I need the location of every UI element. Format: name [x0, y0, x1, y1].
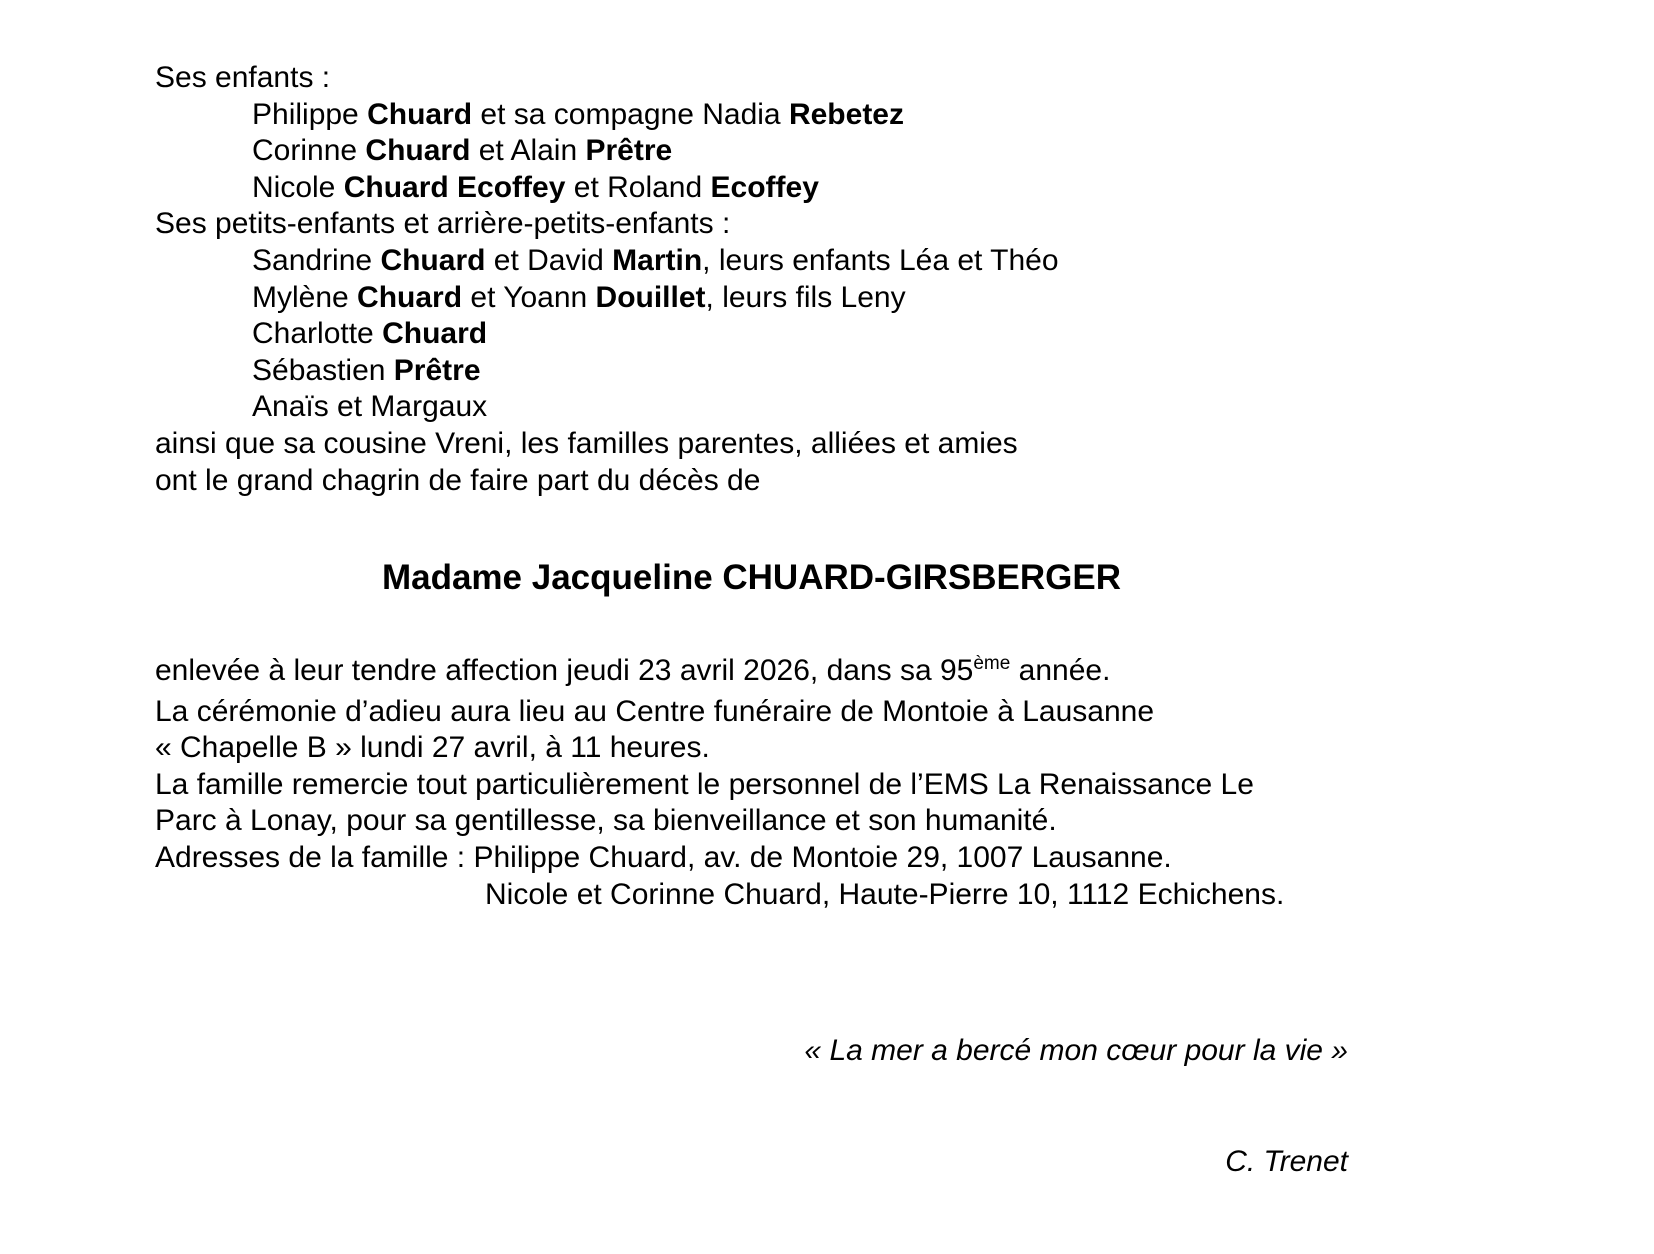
text-segment: ème [973, 653, 1011, 674]
text-line [155, 206, 1059, 243]
quote-author: C. Trenet [1225, 1145, 1348, 1178]
text-segment: Corinne [252, 134, 366, 168]
text-segment: Douillet [595, 280, 706, 314]
text-segment: Prêtre [585, 134, 673, 168]
text-segment: et David [485, 243, 613, 277]
family-list [155, 60, 1059, 499]
text-segment: année. [1010, 654, 1111, 687]
text-line [155, 353, 1059, 390]
text-line [155, 730, 1284, 767]
text-line [155, 280, 1059, 317]
text-segment: Charlotte [252, 317, 383, 351]
text-line [155, 97, 1059, 134]
text-line [155, 840, 1284, 877]
text-segment: Prêtre [393, 353, 481, 387]
text-line [155, 694, 1284, 731]
text-segment: Mylène [252, 280, 358, 314]
text-segment: Nicole et Corinne Chuard, Haute-Pierre 10, 1112 Echichens. [485, 877, 1285, 911]
text-line [155, 803, 1284, 840]
text-line [155, 877, 1284, 914]
text-segment: et Roland [565, 170, 711, 204]
text-segment: Anaïs et Margaux [252, 390, 488, 424]
text-segment: et sa compagne Nadia [472, 97, 789, 131]
text-segment: Ses petits-enfants et arrière-petits-enfants : [155, 207, 731, 241]
text-segment: La famille remercie tout particulièrement le personnel de l’EMS La Renaissance Le [155, 767, 1254, 801]
text-segment: et Alain [470, 134, 586, 168]
text-segment: Martin [612, 243, 703, 277]
quote-text: « La mer a bercé mon cœur pour la vie » [804, 1034, 1348, 1067]
text-line [155, 243, 1059, 280]
text-line [155, 133, 1059, 170]
text-segment: Sébastien [252, 353, 394, 387]
text-line [155, 767, 1284, 804]
text-line [155, 653, 1284, 694]
text-segment: ont le grand chagrin de faire part du décès de [155, 463, 761, 497]
quote-block [0, 958, 1348, 1254]
text-segment: et Yoann [462, 280, 596, 314]
text-segment: Philippe [252, 97, 368, 131]
text-line [155, 463, 1059, 500]
text-segment: , leurs fils Leny [705, 280, 906, 314]
text-segment: La cérémonie d’adieu aura lieu au Centre funéraire de Montoie à Lausanne [155, 694, 1155, 728]
text-segment: , leurs enfants Léa et Théo [702, 243, 1059, 277]
text-segment: Chuard Ecoffey [343, 170, 566, 204]
text-segment: Ecoffey [710, 170, 819, 204]
text-segment: « Chapelle B » lundi 27 avril, à 11 heures. [155, 731, 710, 765]
text-segment: Chuard [380, 243, 486, 277]
announcement-text [155, 653, 1284, 913]
text-line [155, 60, 1059, 97]
text-segment: Chuard [367, 97, 473, 131]
text-segment: ainsi que sa cousine Vreni, les familles parentes, alliées et amies [155, 426, 1018, 460]
text-segment: Rebetez [788, 97, 904, 131]
text-segment: Adresses de la famille : Philippe Chuard, av. de Montoie 29, 1007 Lausanne. [155, 840, 1172, 874]
deceased-name: Madame Jacqueline CHUARD-GIRSBERGER [381, 558, 1122, 597]
text-line [155, 426, 1059, 463]
text-segment: Chuard [357, 280, 463, 314]
text-segment: enlevée à leur tendre affection jeudi 23 avril 2026, dans sa 95 [155, 654, 974, 687]
text-segment: Sandrine [252, 243, 381, 277]
text-segment: Parc à Lonay, pour sa gentillesse, sa bienveillance et son humanité. [155, 804, 1057, 838]
text-line [155, 170, 1059, 207]
text-line [155, 316, 1059, 353]
text-segment: Ses enfants : [155, 61, 331, 94]
text-line [155, 389, 1059, 426]
text-segment: Chuard [365, 134, 471, 168]
text-segment: Chuard [382, 317, 488, 351]
text-segment: Nicole [252, 170, 344, 204]
